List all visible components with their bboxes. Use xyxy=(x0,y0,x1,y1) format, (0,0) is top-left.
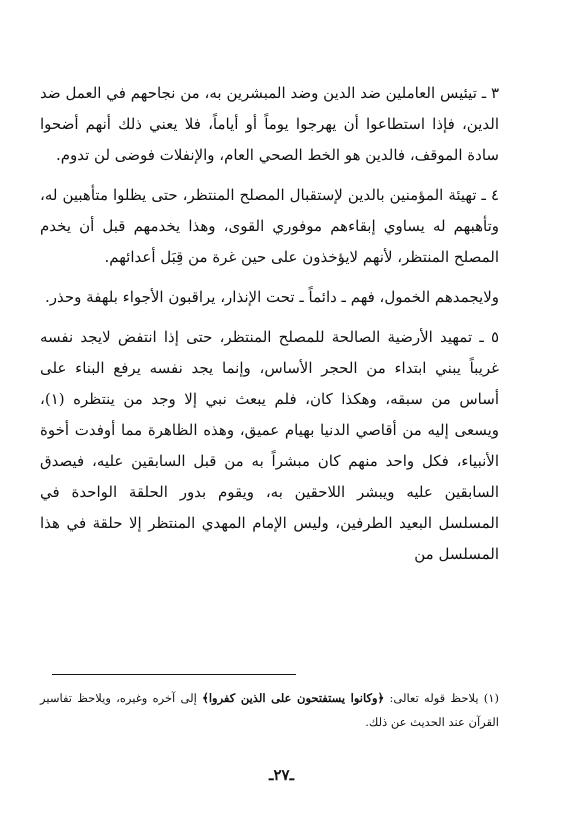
footnote-quote: ﴿وكانوا يستفتحون على الذين كفروا﴾ xyxy=(202,691,385,705)
paragraph-4: ٤ ـ تهيئة المؤمنين بالدين لإستقبال المصلح المنتظر، حتى يظلوا متأهبين له، وتأهبهم له يساوي إبقاءهم موفوري القوى، وهذا يخدمهم قبل أن يخدم المصلح المنتظر، لأنهم لايؤخذون على حين غرة من قِبَل أعدائهم. xyxy=(40,186,499,266)
body-text xyxy=(40,78,499,570)
footnote-divider xyxy=(52,674,296,675)
footnote-prefix: (١) يلاحظ قوله تعالى: xyxy=(384,691,499,705)
paragraph-3: ٣ ـ تيئيس العاملين ضد الدين وضد المبشرين به، من نجاحهم في العمل ضد الدين، فإذا استطاعوا أن يهرجوا يوماً أو أياماً، فلا يعني ذلك أنهم أضحوا سادة الموقف، فالدين هو الخط الصحي العام، والإنفلات فوضى لن تدوم. xyxy=(40,84,499,164)
paragraph-5: ٥ ـ تمهيد الأرضية الصالحة للمصلح المنتظر، حتى إذا انتفض لايجد نفسه غريباً يبني ابتداء من الحجر الأساس، وإنما يجد نفسه يرفع البناء على أساس من سبقه، وهكذا كان، فلم يبعث نبي إلا وجد من ينتظره (١)، ويسعى إليه من أقاصي الدنيا بهيام عميق، وهذه الظاهرة مما أوفدت أخوة الأنبياء، فكل واحد منهم كان مبشراً به من قبل السابقين عليه، فيصدق السابقين عليه ويبشر اللاحقين به، ويقوم بدور الحلقة الواحدة في المسلسل البعيد الطرفين، وليس الإمام المهدي المنتظر إلا حلقة في هذا المسلسل من xyxy=(40,328,499,563)
page-number: ـ٢٧ـ xyxy=(269,766,294,784)
paragraph-continuation: ولايجمدهم الخمول، فهم ـ دائماً ـ تحت الإنذار، يراقبون الأجواء بلهفة وحذر. xyxy=(45,288,499,306)
footnote-suffix: إلى آخره وغيره، ويلاحظ تفاسير القرآن عند الحديث عن ذلك. xyxy=(40,691,499,729)
footnote xyxy=(40,686,499,734)
